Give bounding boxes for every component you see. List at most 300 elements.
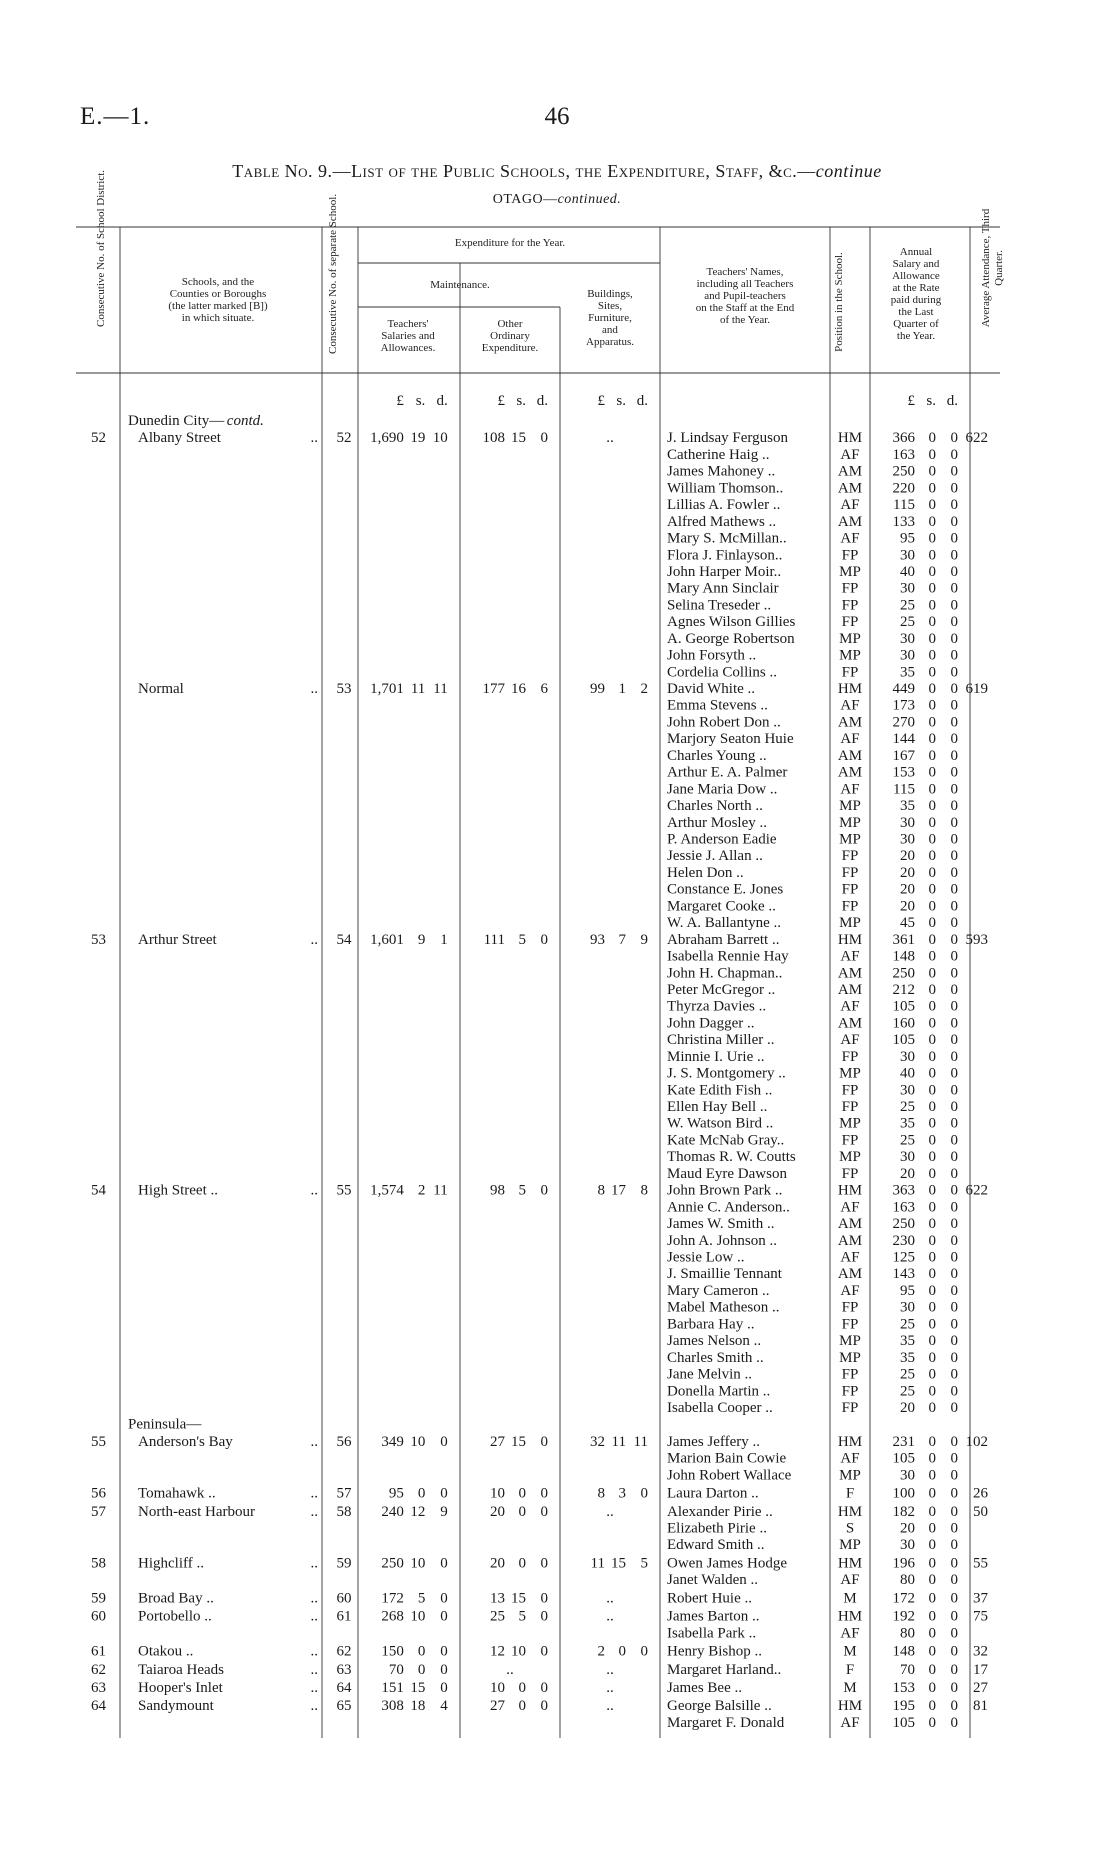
teacher-salary: 30 [900,1537,915,1554]
teacher-name: Peter McGregor .. [667,981,776,998]
buildings-expenditure: 8 [597,1485,605,1502]
school-name: Taiaroa Heads [138,1661,224,1678]
teacher-salary: 105 [892,1450,915,1467]
teacher-position: AM [837,965,863,982]
teacher-salary: 30 [900,1082,915,1099]
teacher-position: AM [837,747,863,764]
teacher-name: Selina Treseder .. [667,597,772,614]
teacher-salary: 0 [950,1065,958,1082]
teacher-salary: 25 [900,597,915,614]
other-expenditure: 177 [482,681,505,698]
teacher-position: FP [841,1165,859,1182]
leader-dots: .. [310,931,318,948]
teacher-salary: 0 [928,714,936,731]
teacher-position: FP [841,547,859,564]
teacher-position: FP [841,1366,859,1383]
other-expenditure: 15 [511,430,526,447]
teacher-name: Jessie J. Allan .. [667,848,763,865]
district-number: 56 [91,1485,106,1502]
leader-dots: .. [310,1503,318,1520]
salary-expenditure: 0 [440,1608,448,1625]
teacher-salary: 0 [928,898,936,915]
district-number: 53 [91,931,106,948]
school-number: 57 [336,1485,352,1502]
teacher-salary: 0 [950,430,958,447]
school-number: 56 [336,1433,352,1450]
teacher-position: MP [839,814,861,831]
teacher-name: Elizabeth Pirie .. [667,1520,767,1537]
teacher-salary: 163 [892,446,915,463]
teacher-salary: 0 [928,1590,936,1607]
money-unit-label: s. [415,393,426,409]
teacher-name: John H. Chapman.. [667,965,783,982]
teacher-position: FP [841,580,859,597]
header-salary-line: the Year. [896,330,936,342]
teacher-salary: 0 [950,513,958,530]
teacher-salary: 105 [892,998,915,1015]
money-unit-label: £ [396,393,404,409]
header-salary-line: paid during [890,294,942,306]
average-attendance: 55 [973,1555,988,1572]
average-attendance: 32 [973,1643,988,1660]
teacher-name: Marjory Seaton Huie [667,731,794,748]
header-attendance-text: Average Attendance, Third Quarter. [980,208,1005,328]
teacher-name: Constance E. Jones [667,881,784,898]
teacher-salary: 25 [900,1099,915,1116]
teacher-name: Alfred Mathews .. [667,513,777,530]
money-unit-label: d. [436,393,448,409]
other-expenditure: 0 [540,1698,548,1715]
teacher-salary: 212 [892,981,915,998]
salary-expenditure: 10 [432,430,448,447]
teacher-salary: 0 [950,697,958,714]
teacher-salary: 100 [892,1485,915,1502]
teacher-salary: 40 [900,563,915,580]
other-expenditure: 13 [490,1590,505,1607]
other-expenditure: 0 [540,1182,548,1199]
other-expenditure: 111 [483,931,505,948]
teacher-salary: 0 [928,1149,936,1166]
teacher-name: Margaret F. Donald [667,1714,785,1731]
buildings-expenditure-none: .. [606,1590,614,1607]
other-expenditure: 0 [540,1680,548,1696]
school-name: Broad Bay .. [138,1590,214,1607]
teacher-salary: 0 [950,1132,958,1149]
teacher-name: Robert Huie .. [667,1590,752,1607]
teacher-salary: 192 [892,1608,915,1625]
header-salaries-line: Salaries and [381,330,435,342]
teacher-name: John A. Johnson .. [667,1232,778,1249]
teacher-position: AF [840,530,860,547]
leader-dots: .. [310,1433,318,1450]
other-expenditure: 0 [540,1433,548,1450]
teacher-position: AF [840,1714,860,1731]
teacher-salary: 70 [900,1661,915,1678]
teacher-salary: 182 [892,1503,915,1520]
teacher-salary: 0 [950,1232,958,1249]
salary-expenditure: 0 [440,1680,448,1696]
teacher-salary: 0 [928,1115,936,1132]
section-label: Dunedin City— [128,413,225,429]
teacher-salary: 0 [950,998,958,1015]
school-name: Tomahawk .. [138,1485,216,1502]
salary-expenditure: 308 [381,1698,404,1715]
district-number: 61 [91,1643,106,1660]
salary-expenditure: 0 [440,1555,448,1572]
teacher-name: Donella Martin .. [667,1383,771,1400]
money-unit-label: d. [946,393,958,409]
leader-dots: .. [310,1590,318,1607]
average-attendance: 622 [965,430,988,447]
teacher-salary: 0 [950,747,958,764]
header-salary-line: Salary and [892,258,940,270]
teacher-salary: 0 [928,1643,936,1660]
teacher-salary: 0 [950,597,958,614]
teacher-name: Charles Young .. [667,747,767,764]
teacher-salary: 45 [900,915,915,932]
header-school-line: Schools, and the [181,276,255,288]
teacher-position: AM [837,463,863,480]
teacher-salary: 0 [928,1467,936,1484]
teacher-salary: 0 [950,1399,958,1416]
other-expenditure: 0 [518,1485,526,1502]
teacher-position: AM [837,1232,863,1249]
other-expenditure: 0 [540,931,548,948]
school-name: Normal [138,681,184,698]
teacher-position: F [845,1661,855,1678]
teacher-name: Janet Walden .. [667,1572,758,1589]
money-unit-label: £ [907,393,915,409]
teacher-name: James Nelson .. [667,1333,762,1350]
average-attendance: 26 [973,1485,988,1502]
teacher-position: HM [837,1698,863,1715]
teacher-salary: 0 [950,1698,958,1715]
teacher-name: David White .. [667,681,756,698]
teacher-salary: 0 [950,1555,958,1572]
school-number: 62 [336,1643,352,1660]
salary-expenditure: 4 [440,1698,448,1715]
salary-expenditure: 349 [381,1433,404,1450]
other-expenditure: 0 [540,1608,548,1625]
other-expenditure: 0 [540,430,548,447]
school-name: North-east Harbour [138,1503,256,1520]
other-expenditure: 0 [518,1680,526,1696]
teacher-name: Margaret Harland.. [667,1661,782,1678]
teacher-position: AF [840,1572,860,1589]
teacher-salary: 30 [900,831,915,848]
teacher-position: MP [839,1115,861,1132]
teacher-position: FP [841,1099,859,1116]
teacher-salary: 0 [928,1714,936,1731]
other-expenditure: 98 [490,1182,505,1199]
teacher-salary: 35 [900,1349,915,1366]
teacher-salary: 0 [950,463,958,480]
teacher-salary: 0 [928,563,936,580]
teacher-position: AM [837,714,863,731]
teacher-salary: 0 [928,1485,936,1502]
buildings-expenditure: 0 [640,1643,648,1660]
teacher-position: FP [841,1082,859,1099]
teacher-position: MP [839,647,861,664]
teacher-position: MP [839,1065,861,1082]
average-attendance: 75 [973,1608,988,1625]
teacher-name: Abraham Barrett .. [667,931,780,948]
teacher-salary: 0 [950,1282,958,1299]
teacher-position: HM [837,430,863,447]
other-expenditure: 0 [540,1590,548,1607]
teacher-salary: 30 [900,547,915,564]
teacher-salary: 0 [928,1065,936,1082]
teacher-salary: 0 [950,1099,958,1116]
salary-expenditure: 240 [381,1503,404,1520]
teacher-salary: 0 [928,981,936,998]
teacher-salary: 0 [950,1032,958,1049]
teacher-salary: 270 [892,714,915,731]
teacher-salary: 95 [900,1282,915,1299]
teacher-position: FP [841,1316,859,1333]
salary-expenditure: 15 [410,1680,426,1696]
teacher-salary: 105 [892,1714,915,1731]
teacher-salary: 0 [950,1115,958,1132]
average-attendance: 102 [965,1433,988,1450]
teacher-salary: 0 [928,881,936,898]
teacher-salary: 30 [900,1467,915,1484]
teacher-salary: 105 [892,1032,915,1049]
average-attendance: 622 [965,1182,988,1199]
teacher-salary: 30 [900,814,915,831]
teacher-salary: 80 [900,1572,915,1589]
teacher-salary: 0 [950,1199,958,1216]
teacher-salary: 0 [928,1299,936,1316]
teacher-salary: 0 [950,1149,958,1166]
teacher-salary: 0 [928,1082,936,1099]
teacher-salary: 0 [950,1216,958,1233]
salary-expenditure: 150 [381,1643,404,1660]
header-teachers-line: Teachers' Names, [706,266,784,278]
teacher-salary: 30 [900,1299,915,1316]
money-unit-label: d. [636,393,648,409]
header-salary-line: Annual [899,246,933,258]
teacher-salary: 125 [892,1249,915,1266]
teacher-salary: 0 [950,848,958,865]
teacher-name: Alexander Pirie .. [667,1503,773,1520]
teacher-salary: 363 [892,1182,915,1199]
salary-expenditure: 12 [410,1503,426,1520]
teacher-name: Thomas R. W. Coutts [667,1149,796,1166]
school-name: Albany Street [138,430,221,447]
salary-expenditure: 0 [440,1661,448,1678]
header-salaries-line: Teachers' [387,318,429,330]
teacher-name: Charles Smith .. [667,1349,764,1366]
teacher-position: FP [841,864,859,881]
buildings-expenditure-none: .. [606,430,614,447]
buildings-expenditure: 8 [597,1182,605,1199]
teacher-salary: 167 [892,747,915,764]
buildings-expenditure: 8 [640,1182,648,1199]
leader-dots: .. [310,1643,318,1660]
teacher-salary: 0 [950,831,958,848]
teacher-salary: 0 [950,1048,958,1065]
teacher-name: Isabella Cooper .. [667,1399,773,1416]
teacher-salary: 0 [950,1643,958,1660]
teacher-name: P. Anderson Eadie [667,831,777,848]
salary-expenditure: 11 [410,681,426,698]
teacher-salary: 0 [928,798,936,815]
buildings-expenditure: 0 [640,1485,648,1502]
teacher-salary: 0 [950,647,958,664]
teacher-name: Arthur Mosley .. [667,814,767,831]
teacher-salary: 0 [950,1349,958,1366]
teacher-salary: 133 [892,513,915,530]
teacher-salary: 196 [892,1555,915,1572]
teacher-position: MP [839,798,861,815]
teacher-position: MP [839,1149,861,1166]
teacher-salary: 0 [950,1661,958,1678]
teacher-salary: 143 [892,1266,915,1283]
leader-dots: .. [310,430,318,447]
buildings-expenditure-none: .. [606,1608,614,1625]
teacher-position: HM [837,1608,863,1625]
teacher-position: AM [837,1266,863,1283]
header-buildings-line: Sites, [597,300,623,312]
other-expenditure: 15 [511,1590,526,1607]
teacher-salary: 0 [950,881,958,898]
teacher-salary: 20 [900,898,915,915]
teacher-salary: 0 [928,614,936,631]
teacher-salary: 0 [928,1266,936,1283]
teacher-salary: 115 [893,497,915,514]
teacher-salary: 0 [950,1485,958,1502]
teacher-position: MP [839,915,861,932]
teacher-salary: 35 [900,798,915,815]
buildings-expenditure: 15 [611,1555,626,1572]
teacher-salary: 0 [928,1433,936,1450]
teacher-salary: 0 [928,814,936,831]
buildings-expenditure: 11 [633,1433,648,1450]
teacher-salary: 25 [900,1383,915,1400]
teacher-position: AF [840,781,860,798]
teacher-salary: 0 [928,1249,936,1266]
salary-expenditure: 0 [440,1643,448,1660]
other-expenditure: 27 [490,1698,505,1715]
buildings-expenditure: 7 [618,931,626,948]
teacher-salary: 0 [928,831,936,848]
school-name: Sandymount [138,1698,214,1715]
table-title-number: Table No. 9. [232,161,333,181]
teacher-name: Mary S. McMillan.. [667,530,787,547]
teacher-position: MP [839,1333,861,1350]
teacher-name: Henry Bishop .. [667,1643,762,1660]
teacher-position: FP [841,881,859,898]
header-expenditure: Expenditure for the Year. [454,237,566,249]
teacher-position: AM [837,480,863,497]
school-number: 54 [336,931,352,948]
school-name: Otakou .. [138,1643,194,1660]
header-school-line: in which situate. [181,312,255,324]
teacher-salary: 250 [892,1216,915,1233]
teacher-salary: 0 [928,664,936,681]
leader-dots: .. [310,1182,318,1199]
teacher-salary: 0 [950,664,958,681]
salary-expenditure: 1 [440,931,448,948]
teacher-position: FP [841,848,859,865]
average-attendance: 17 [973,1661,988,1678]
teacher-salary: 30 [900,580,915,597]
teacher-salary: 0 [928,781,936,798]
teacher-salary: 25 [900,1366,915,1383]
teacher-salary: 35 [900,1115,915,1132]
salary-expenditure: 19 [410,430,426,447]
table-title-continued: continue [815,161,882,181]
header-salaries-line: Allowances. [380,342,436,354]
teacher-name: John Robert Don .. [667,714,781,731]
teacher-salary: 0 [928,764,936,781]
header-teachers-line: of the Year. [719,314,771,326]
school-number: 55 [336,1182,352,1199]
teacher-salary: 0 [950,931,958,948]
teacher-salary: 0 [950,764,958,781]
teacher-salary: 0 [928,998,936,1015]
teacher-position: MP [839,630,861,647]
teacher-salary: 172 [892,1590,915,1607]
teacher-name: W. A. Ballantyne .. [667,915,782,932]
money-unit-label: £ [597,393,605,409]
teacher-name: Jane Maria Dow .. [667,781,778,798]
teacher-salary: 0 [950,781,958,798]
teacher-name: Barbara Hay .. [667,1316,755,1333]
teacher-position: M [843,1590,857,1607]
salary-expenditure: 1,601 [370,931,404,948]
money-unit-label: d. [536,393,548,409]
teacher-salary: 0 [928,1032,936,1049]
header-salary-line: Allowance [892,270,940,282]
average-attendance: 50 [973,1503,988,1520]
header-other-line: Expenditure. [481,342,539,354]
teacher-name: Jessie Low .. [667,1249,745,1266]
district-number: 59 [91,1590,106,1607]
other-expenditure: 5 [518,1182,526,1199]
buildings-expenditure: 3 [618,1485,626,1502]
teacher-salary: 0 [928,915,936,932]
teacher-name: John Dagger .. [667,1015,755,1032]
teacher-salary: 0 [950,1572,958,1589]
teacher-position: FP [841,1399,859,1416]
teacher-name: Margaret Cooke .. [667,898,776,915]
teacher-position: AM [837,981,863,998]
teacher-salary: 0 [950,1520,958,1537]
teacher-salary: 0 [928,1399,936,1416]
teacher-salary: 0 [928,1450,936,1467]
teacher-salary: 0 [928,463,936,480]
teacher-name: Isabella Rennie Hay [667,948,789,965]
teacher-name: Flora J. Finlayson.. [667,547,783,564]
teacher-salary: 20 [900,1165,915,1182]
leader-dots: .. [310,1555,318,1572]
district-number: 62 [91,1661,106,1678]
other-expenditure: 5 [518,1608,526,1625]
teacher-position: HM [837,1503,863,1520]
teacher-name: Emma Stevens .. [667,697,768,714]
teacher-salary: 153 [892,1680,915,1696]
school-number: 59 [336,1555,352,1572]
leader-dots: .. [310,1680,318,1696]
teacher-name: Helen Don .. [667,864,744,881]
other-expenditure: 20 [490,1555,505,1572]
teacher-salary: 163 [892,1199,915,1216]
teacher-name: Mary Ann Sinclair [667,580,779,597]
teacher-name: Mary Cameron .. [667,1282,770,1299]
teacher-salary: 40 [900,1065,915,1082]
